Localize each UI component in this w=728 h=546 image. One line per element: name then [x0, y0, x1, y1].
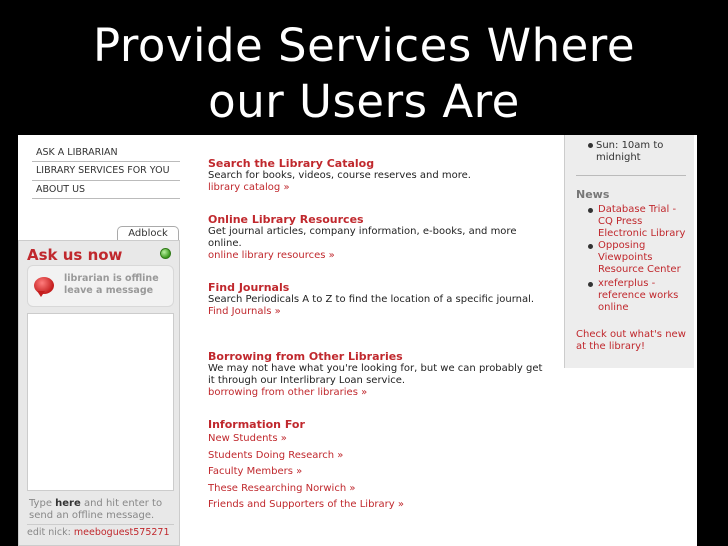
news-item-xreferplus[interactable]: xreferplus - reference works online: [598, 278, 679, 313]
offline-status-text: librarian is offline: [64, 273, 159, 284]
slide-title: [0, 0, 728, 135]
info-link-new-students[interactable]: New Students »: [208, 433, 287, 444]
section-description: Search for books, videos, course reserves and more.: [208, 170, 471, 181]
offline-status-box: [27, 265, 174, 307]
info-link-students-research[interactable]: Students Doing Research »: [208, 449, 344, 461]
nav-item-about-us[interactable]: ABOUT US: [32, 181, 180, 199]
section-description: We may not have what you're looking for, but we can probably get it through our Interlibrary Loan service.: [208, 363, 543, 386]
news-heading: News: [576, 188, 610, 201]
chat-nick-bar[interactable]: [27, 524, 174, 540]
section-title[interactable]: Find Journals: [208, 281, 290, 294]
left-column: [18, 135, 180, 546]
info-link-faculty[interactable]: Faculty Members »: [208, 466, 303, 477]
adblock-tab[interactable]: Adblock: [117, 226, 179, 241]
speech-bubble-icon: [34, 277, 54, 294]
chat-hint-bold: here: [55, 498, 81, 509]
news-cta-link[interactable]: Check out what's new at the library!: [576, 329, 686, 352]
section-link[interactable]: online library resources »: [208, 250, 335, 261]
news-item-database-trial[interactable]: Database Trial - CQ Press Electronic Library: [598, 204, 686, 239]
chat-hint-line-2: send an offline message.: [29, 510, 155, 521]
nick-label: edit nick:: [27, 527, 74, 538]
sidebar-nav: [32, 143, 180, 199]
section-link[interactable]: borrowing from other libraries »: [208, 387, 368, 398]
chat-message-area[interactable]: [27, 313, 174, 491]
slide-frame-edge: [697, 135, 710, 546]
news-divider: [576, 175, 686, 176]
section-title[interactable]: Borrowing from Other Libraries: [208, 350, 403, 363]
section-find-journals: [208, 281, 548, 318]
section-link[interactable]: Find Journals »: [208, 306, 281, 317]
main-content: [208, 135, 548, 546]
news-item-opposing-viewpoints[interactable]: Opposing Viewpoints Resource Center: [598, 240, 681, 275]
nav-item-ask-a-librarian[interactable]: ASK A LIBRARIAN: [32, 143, 180, 162]
info-link-friends-supporters[interactable]: Friends and Supporters of the Library »: [208, 499, 404, 510]
hours-line-1: Sun: 10am to: [596, 140, 664, 151]
chat-widget: [18, 240, 180, 546]
status-indicator-icon: [160, 248, 171, 259]
chat-hint-post: and hit enter to: [80, 498, 163, 509]
nick-value[interactable]: meeboguest575271: [73, 527, 170, 538]
bullet-icon: [588, 208, 593, 213]
hours-line-2: midnight: [596, 152, 641, 163]
section-borrowing: [208, 350, 548, 399]
section-title[interactable]: Search the Library Catalog: [208, 157, 375, 170]
leave-message-text: leave a message: [64, 285, 154, 296]
chat-hint-pre: Type: [29, 498, 56, 509]
section-library-catalog: [208, 157, 548, 194]
slide-title-line-1: Provide Services Where: [92, 19, 636, 72]
section-online-resources: [208, 213, 548, 262]
slide-title-line-2: our Users Are: [208, 75, 520, 128]
hours-text: [596, 140, 686, 164]
right-sidebar: [564, 135, 694, 368]
library-homepage-screenshot: [18, 135, 710, 546]
chat-header: Ask us now: [27, 246, 123, 264]
section-description: Get journal articles, company information, e-books, and more online.: [208, 226, 517, 249]
bullet-icon: [588, 244, 593, 249]
chat-input-hint[interactable]: [29, 498, 162, 522]
nav-item-library-services[interactable]: LIBRARY SERVICES FOR YOU: [32, 162, 180, 181]
sidebar-edge: [564, 135, 565, 368]
info-link-researching-norwich[interactable]: These Researching Norwich »: [208, 482, 356, 494]
section-information-for: [208, 418, 548, 514]
bullet-icon: [588, 282, 593, 287]
bullet-icon: [588, 143, 593, 148]
section-link[interactable]: library catalog »: [208, 182, 290, 193]
section-title[interactable]: Online Library Resources: [208, 213, 364, 226]
section-title: Information For: [208, 418, 305, 431]
section-description: Search Periodicals A to Z to find the location of a specific journal.: [208, 294, 535, 305]
